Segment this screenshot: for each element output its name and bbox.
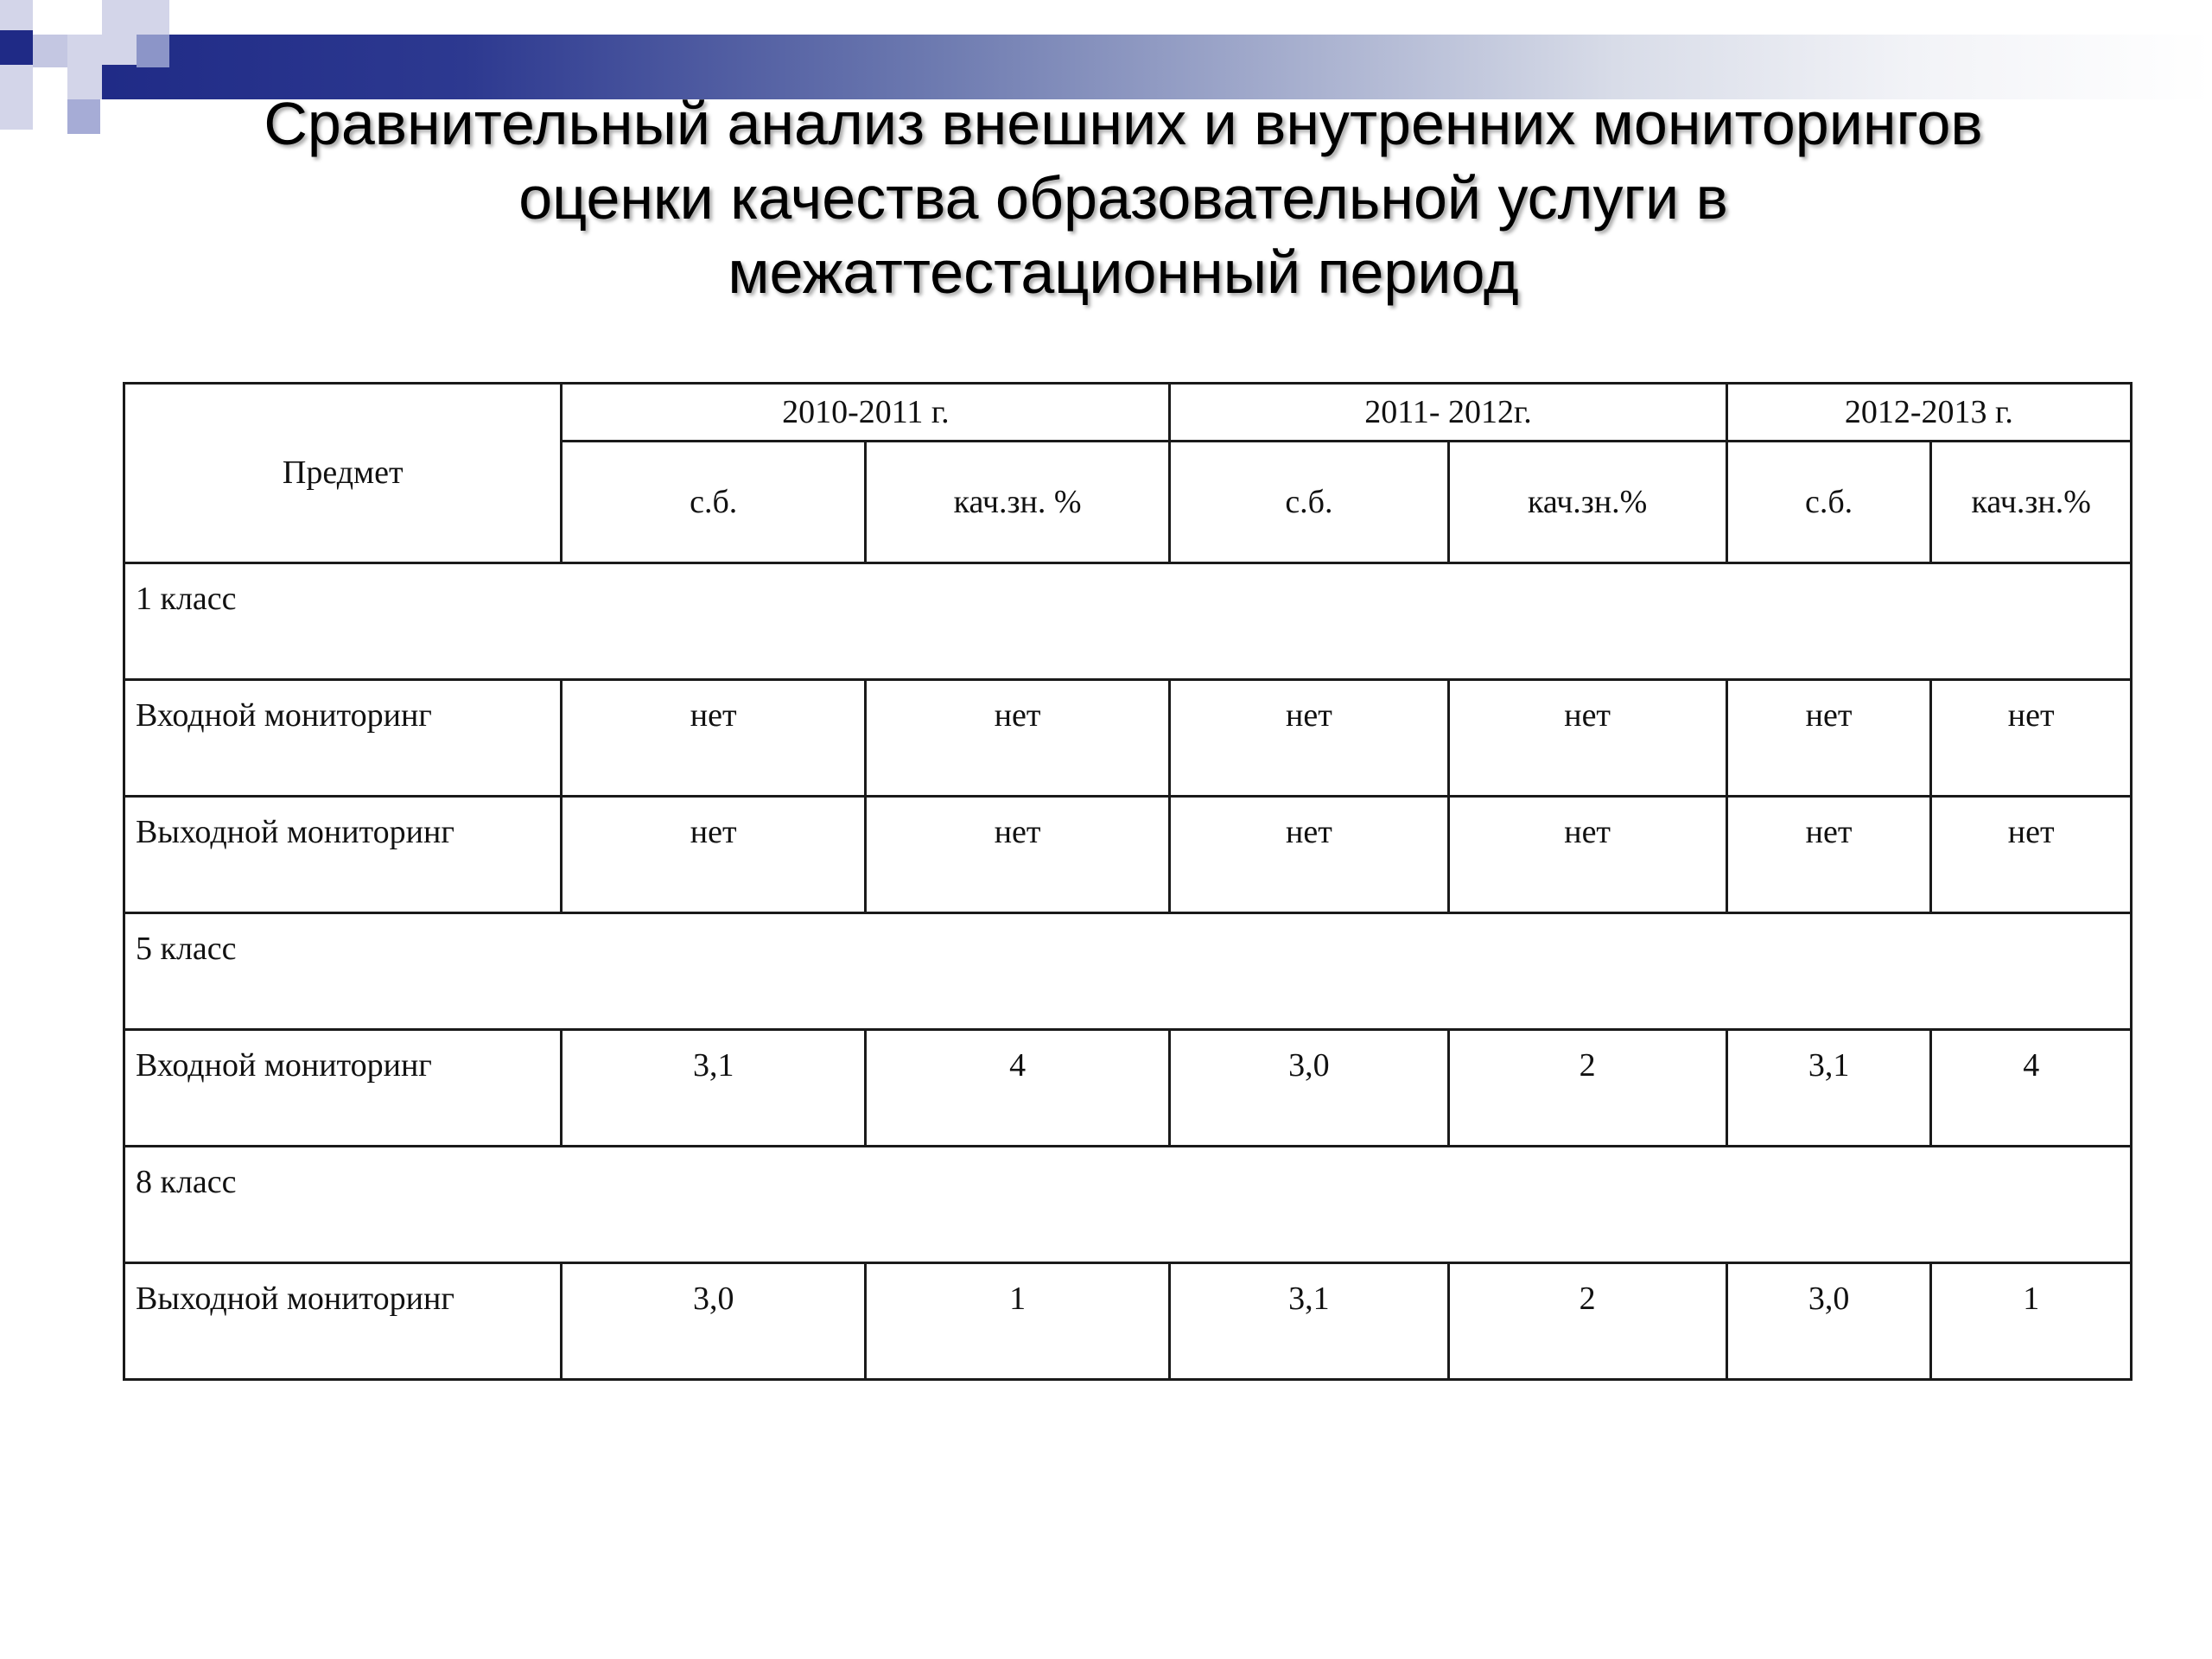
table-cell: 3,0 <box>562 1263 865 1380</box>
class-label: 1 класс <box>124 563 2132 680</box>
table-row <box>124 680 2132 797</box>
table-cell: нет <box>865 680 1169 797</box>
table-cell: нет <box>1931 797 2132 913</box>
metric-header: кач.зн.% <box>1448 442 1726 563</box>
decor-square <box>137 35 169 67</box>
title-line: Сравнительный анализ внешних и внутренних мониторингов <box>264 90 1983 157</box>
table-cell: 3,0 <box>1726 1263 1931 1380</box>
decor-square <box>33 35 67 67</box>
metric-header: с.б. <box>1726 442 1931 563</box>
table-cell: нет <box>562 680 865 797</box>
row-label: Входной мониторинг <box>124 680 562 797</box>
table-cell: нет <box>1448 680 1726 797</box>
table-row <box>124 797 2132 913</box>
row-label: Выходной мониторинг <box>124 1263 562 1380</box>
table-row <box>124 1030 2132 1147</box>
subject-header: Предмет <box>124 384 562 563</box>
table-cell: 2 <box>1448 1030 1726 1147</box>
table-cell: нет <box>1170 797 1448 913</box>
row-label: Входной мониторинг <box>124 1030 562 1147</box>
table-cell: 3,1 <box>1726 1030 1931 1147</box>
decor-square <box>67 35 102 99</box>
year-header: 2011- 2012г. <box>1170 384 1726 442</box>
row-label: Выходной мониторинг <box>124 797 562 913</box>
table-cell: 3,1 <box>1170 1263 1448 1380</box>
table-cell: нет <box>865 797 1169 913</box>
class-row <box>124 913 2132 1030</box>
decor-square <box>0 30 33 65</box>
table-cell: нет <box>562 797 865 913</box>
class-label: 5 класс <box>124 913 2132 1030</box>
year-header-row <box>124 384 2132 442</box>
table-cell: нет <box>1448 797 1726 913</box>
table-row <box>124 1263 2132 1380</box>
decor-square <box>33 67 67 99</box>
table-cell: 4 <box>865 1030 1169 1147</box>
table-cell: 3,1 <box>562 1030 865 1147</box>
class-row <box>124 563 2132 680</box>
year-header: 2012-2013 г. <box>1726 384 2131 442</box>
table-cell: 1 <box>1931 1263 2132 1380</box>
metric-header: с.б. <box>562 442 865 563</box>
table-cell: нет <box>1931 680 2132 797</box>
class-label: 8 класс <box>124 1147 2132 1263</box>
slide-title <box>156 86 2091 309</box>
table-cell: нет <box>1170 680 1448 797</box>
table-cell: 1 <box>865 1263 1169 1380</box>
title-line: оценки качества образовательной услуги в <box>518 164 1728 232</box>
year-header: 2010-2011 г. <box>562 384 1170 442</box>
decor-square <box>0 65 33 130</box>
monitoring-table <box>123 382 2133 1381</box>
title-line: межаттестационный период <box>728 238 1519 306</box>
table-cell: нет <box>1726 680 1931 797</box>
table-cell: 3,0 <box>1170 1030 1448 1147</box>
class-row <box>124 1147 2132 1263</box>
metric-header: кач.зн.% <box>1931 442 2132 563</box>
metric-header: кач.зн. % <box>865 442 1169 563</box>
table-cell: нет <box>1726 797 1931 913</box>
decor-square <box>67 99 100 134</box>
table-cell: 2 <box>1448 1263 1726 1380</box>
decor-square <box>0 0 33 30</box>
table-cell: 4 <box>1931 1030 2132 1147</box>
metric-header: с.б. <box>1170 442 1448 563</box>
decor-square <box>33 0 67 35</box>
